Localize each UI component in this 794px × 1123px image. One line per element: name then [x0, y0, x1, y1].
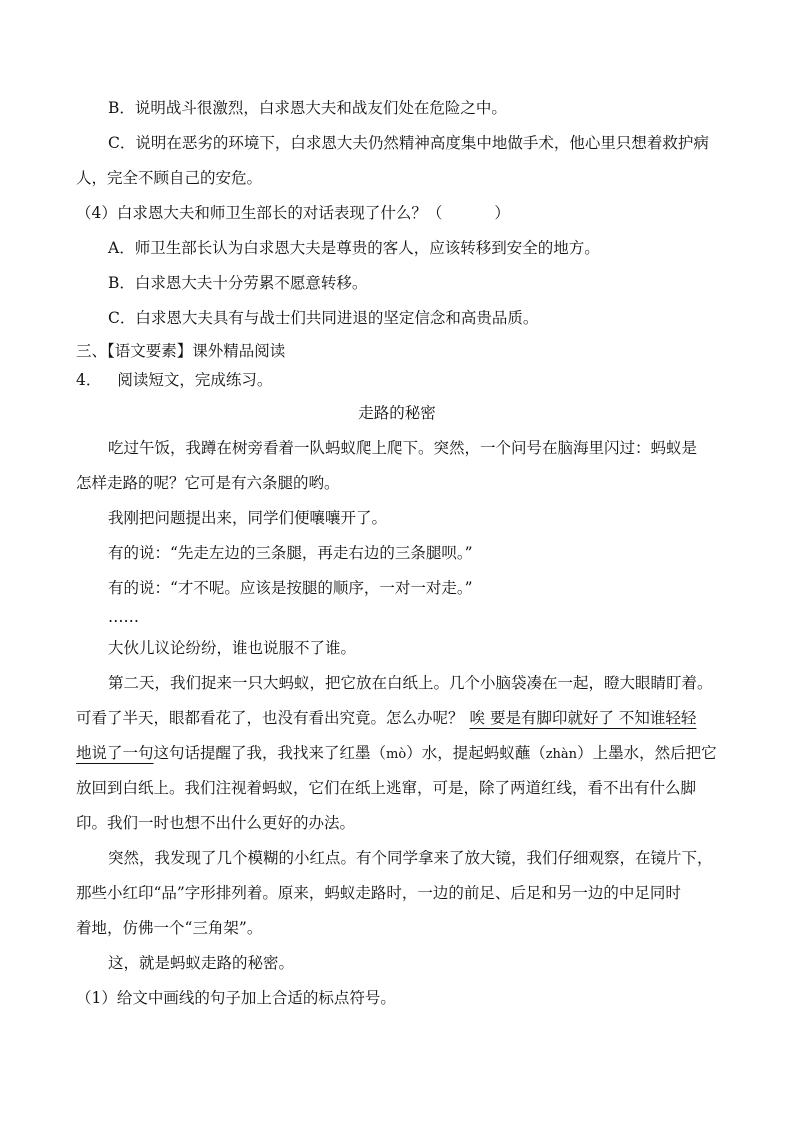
- q4-stem-text: （4）白求恩大夫和师卫生部长的对话表现了什么？（: [76, 204, 443, 222]
- q4-stem: [76, 203, 510, 223]
- p6-line2-text: 可看了半天，眼都看花了，也没有看出究竟。怎么办呢？: [76, 709, 464, 727]
- sub-question-1: （1）给文中画线的句子加上合适的标点符号。: [76, 989, 396, 1007]
- p6-line3-text-b: 这句话提醒了我，我找来了红墨（: [153, 744, 387, 762]
- underlined-sentence-part2: 地说了一句: [76, 744, 154, 762]
- underlined-sentence-part1: 唉 要是有脚印就好了 不知谁轻轻: [469, 709, 697, 727]
- pinyin-mo: mò: [386, 747, 407, 762]
- p6-line3-text-d: ）上墨水，然后把它: [577, 744, 717, 762]
- ellipsis: ……: [108, 608, 139, 626]
- p7-line1: 突然，我发现了几个模糊的小红点。有个同学拿来了放大镜，我们仔细观察，在镜片下，: [108, 849, 713, 867]
- p8: 这，就是蚂蚁走路的秘密。: [108, 954, 295, 972]
- p3: 有的说：“先走左边的三条腿，再走右边的三条腿呗。”: [108, 544, 473, 562]
- q3-option-c-line1: C．说明在恶劣的环境下，白求恩大夫仍然精神高度集中地做手术，他心里只想着救护病: [108, 134, 709, 152]
- p6-line5: 印。我们一时也想不出什么更好的办法。: [76, 814, 356, 832]
- question-4: [76, 370, 272, 390]
- q3-option-c-line2: 人，完全不顾自己的安危。: [76, 169, 263, 187]
- p2: 我刚把问题提出来，同学们便嚷嚷开了。: [108, 509, 388, 527]
- p6-line4: 放回到白纸上。我们注视着蚂蚁，它们在纸上逃窜，可是，除了两道红线，看不出有什么脚: [76, 779, 697, 797]
- q4-option-b: B．白求恩大夫十分劳累不愿意转移。: [108, 274, 368, 292]
- p6-line3: [76, 743, 717, 765]
- section3-heading: 三、【语文要素】课外精品阅读: [76, 342, 286, 360]
- pinyin-zhan: zhàn: [545, 747, 578, 762]
- p7-line2: 那些小红印“品”字形排列着。原来，蚂蚁走路时，一边的前足、后足和另一边的中足同时: [76, 884, 681, 902]
- p6-line3-text-c: ）水，提起蚂蚁蘸（: [406, 744, 546, 762]
- q4-option-a: A．师卫生部长认为白求恩大夫是尊贵的客人，应该转移到安全的地方。: [108, 239, 600, 257]
- p5: 大伙儿议论纷纷，谁也说服不了谁。: [108, 639, 357, 657]
- p7-line3: 着地，仿佛一个“三角架”。: [76, 919, 263, 937]
- p1-line1: 吃过午饭，我蹲在树旁看着一队蚂蚁爬上爬下。突然，一个问号在脑海里闪过：蚂蚁是: [108, 439, 698, 457]
- p1-line2: 怎样走路的呢？它可是有六条腿的哟。: [76, 474, 340, 492]
- q4-option-c: C．白求恩大夫具有与战士们共同进退的坚定信念和高贵品质。: [108, 309, 539, 327]
- q4-stem-close: ）: [494, 204, 510, 222]
- passage-title: 走路的秘密: [358, 404, 436, 422]
- p6-line1: 第二天，我们捉来一只大蚂蚁，把它放在白纸上。几个小脑袋凑在一起，瞪大眼睛盯着。: [108, 674, 713, 692]
- p4: 有的说：“才不呢。应该是按腿的顺序，一对一对走。”: [108, 579, 473, 597]
- q3-option-b: B．说明战斗很激烈，白求恩大夫和战友们处在危险之中。: [108, 99, 507, 117]
- p6-line2: [76, 708, 696, 728]
- q4-number: 4．: [76, 371, 102, 389]
- q4-instruction: 阅读短文，完成练习。: [117, 371, 273, 389]
